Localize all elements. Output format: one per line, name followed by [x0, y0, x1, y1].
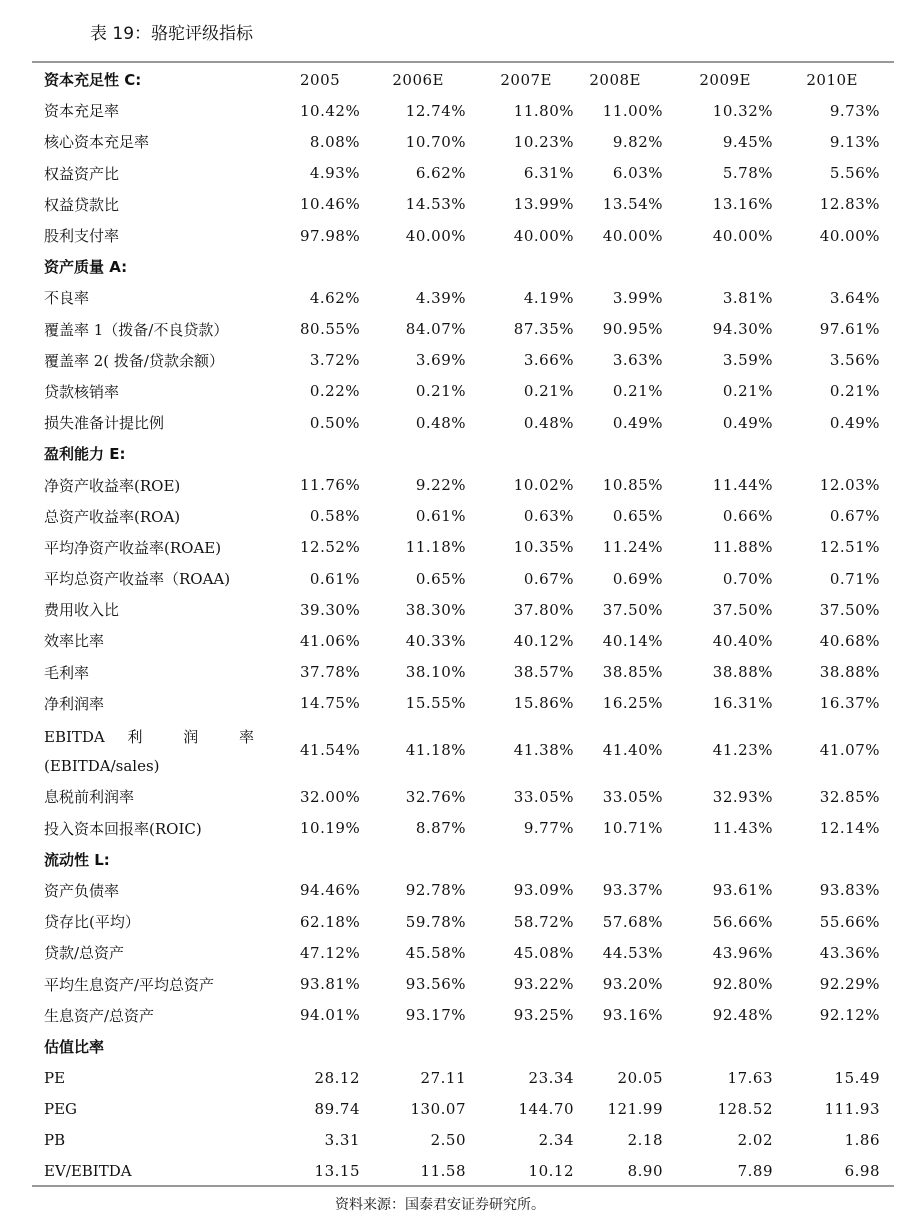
bottom-rule: [32, 1185, 894, 1187]
table-row: [44, 501, 880, 532]
value-cell: 92.80%: [712, 975, 773, 994]
table-row: [44, 781, 880, 812]
value-cell: 97.61%: [819, 320, 880, 339]
value-cell: 4.93%: [309, 164, 360, 183]
value-cell: 15.55%: [405, 694, 466, 713]
value-cell: 41.06%: [300, 631, 361, 650]
empty-cell: [300, 438, 360, 469]
value-cell: 0.49%: [829, 413, 880, 432]
table-row: [44, 657, 880, 688]
value-cell: 94.30%: [712, 320, 773, 339]
value-cell: 10.19%: [300, 819, 361, 838]
value-cell: 9.45%: [722, 132, 773, 151]
value-cell: 43.36%: [819, 943, 880, 962]
table-row: [44, 469, 880, 500]
value-cell: 6.98: [844, 1162, 880, 1181]
section-row: [44, 1031, 880, 1062]
empty-cell: [466, 438, 574, 469]
empty-cell: [663, 1031, 773, 1062]
table-row: [44, 126, 880, 157]
value-cell: 10.46%: [300, 195, 361, 214]
value-cell: 10.12: [528, 1162, 574, 1181]
value-cell: 58.72%: [513, 912, 574, 931]
value-cell: 37.80%: [513, 600, 574, 619]
row-label: PE: [44, 1068, 66, 1087]
table-row: [44, 563, 880, 594]
value-cell: 9.73%: [829, 101, 880, 120]
value-cell: 10.32%: [712, 101, 773, 120]
value-cell: 9.77%: [523, 819, 574, 838]
value-cell: 41.18%: [405, 741, 466, 760]
value-cell: 39.30%: [300, 600, 361, 619]
row-label: 毛利率: [44, 663, 90, 682]
value-cell: 6.62%: [415, 164, 466, 183]
value-cell: 10.35%: [513, 538, 574, 557]
value-cell: 57.68%: [602, 912, 663, 931]
value-cell: 12.51%: [819, 538, 880, 557]
value-cell: 38.85%: [602, 663, 663, 682]
value-cell: 62.18%: [300, 912, 361, 931]
value-cell: 41.40%: [602, 741, 663, 760]
year-header: 2009E: [699, 70, 751, 89]
year-header: 2006E: [392, 70, 444, 89]
value-cell: 0.67%: [523, 569, 574, 588]
row-label: PEG: [44, 1099, 78, 1118]
value-cell: 93.17%: [405, 1006, 466, 1025]
value-cell: 0.65%: [415, 569, 466, 588]
row-label: 不良率: [44, 289, 90, 308]
year-header: 2008E: [589, 70, 641, 89]
value-cell: 0.21%: [612, 382, 663, 401]
value-cell: 12.03%: [819, 476, 880, 495]
row-label: EV/EBITDA: [44, 1162, 132, 1181]
section-title: 估值比率: [44, 1037, 105, 1056]
value-cell: 32.00%: [300, 787, 361, 806]
table-row: [44, 937, 880, 968]
value-cell: 0.49%: [612, 413, 663, 432]
value-cell: 93.25%: [513, 1006, 574, 1025]
table-row: [44, 719, 880, 781]
value-cell: 7.89: [737, 1162, 773, 1181]
value-cell: 41.38%: [513, 741, 574, 760]
value-cell: 93.61%: [712, 881, 773, 900]
value-cell: 41.23%: [712, 741, 773, 760]
section-row: [44, 251, 880, 282]
value-cell: 2.18: [627, 1130, 663, 1149]
value-cell: 130.07: [410, 1099, 466, 1118]
value-cell: 9.82%: [612, 132, 663, 151]
empty-cell: [300, 1031, 360, 1062]
value-cell: 3.69%: [415, 351, 466, 370]
table-row: [44, 1062, 880, 1093]
empty-cell: [360, 438, 466, 469]
table-row: [44, 189, 880, 220]
row-label: 贷存比(平均）: [44, 913, 140, 932]
row-label: 资本充足率: [44, 102, 120, 121]
value-cell: 84.07%: [405, 320, 466, 339]
year-header: 2010E: [806, 70, 858, 89]
value-cell: 3.56%: [829, 351, 880, 370]
value-cell: 27.11: [420, 1068, 466, 1087]
table-row: [44, 1156, 880, 1187]
section-title: 资产质量 A:: [44, 258, 128, 277]
section-title: 资本充足性 C:: [44, 71, 142, 90]
value-cell: 40.12%: [513, 631, 574, 650]
value-cell: 33.05%: [602, 787, 663, 806]
empty-cell: [360, 251, 466, 282]
value-cell: 17.63: [727, 1068, 773, 1087]
value-cell: 0.48%: [415, 413, 466, 432]
header-row: [44, 64, 880, 95]
empty-cell: [663, 251, 773, 282]
section-title: 流动性 L:: [44, 850, 110, 869]
source-note: 资料来源：国泰君安证券研究所。: [335, 1197, 545, 1213]
value-cell: 11.44%: [712, 476, 773, 495]
empty-cell: [466, 844, 574, 875]
empty-cell: [773, 844, 880, 875]
value-cell: 0.48%: [523, 413, 574, 432]
value-cell: 0.21%: [829, 382, 880, 401]
empty-cell: [574, 1031, 663, 1062]
value-cell: 37.50%: [819, 600, 880, 619]
section-row: [44, 844, 880, 875]
value-cell: 40.00%: [405, 226, 466, 245]
value-cell: 47.12%: [300, 943, 361, 962]
table-row: [44, 906, 880, 937]
table-row: [44, 407, 880, 438]
value-cell: 3.72%: [309, 351, 360, 370]
value-cell: 93.81%: [300, 975, 361, 994]
empty-cell: [773, 251, 880, 282]
value-cell: 11.88%: [712, 538, 773, 557]
value-cell: 97.98%: [300, 226, 361, 245]
table-row: [44, 220, 880, 251]
table-row: [44, 376, 880, 407]
value-cell: 38.30%: [405, 600, 466, 619]
row-label: 覆盖率 1（拨备/不良贷款）: [44, 320, 229, 339]
value-cell: 90.95%: [602, 320, 663, 339]
value-cell: 93.37%: [602, 881, 663, 900]
row-label: 费用收入比: [44, 601, 120, 620]
table-row: [44, 1124, 880, 1155]
value-cell: 28.12: [314, 1068, 360, 1087]
value-cell: 40.40%: [712, 631, 773, 650]
empty-cell: [773, 1031, 880, 1062]
value-cell: 40.00%: [602, 226, 663, 245]
value-cell: 40.33%: [405, 631, 466, 650]
value-cell: 43.96%: [712, 943, 773, 962]
row-label: PB: [44, 1130, 66, 1149]
value-cell: 144.70: [518, 1099, 574, 1118]
table-row: [44, 625, 880, 656]
value-cell: 94.46%: [300, 881, 361, 900]
value-cell: 80.55%: [300, 320, 361, 339]
table-row: [44, 875, 880, 906]
value-cell: 23.34: [528, 1068, 574, 1087]
value-cell: 9.22%: [415, 476, 466, 495]
value-cell: 38.88%: [712, 663, 773, 682]
value-cell: 3.59%: [722, 351, 773, 370]
value-cell: 37.50%: [712, 600, 773, 619]
row-label: 生息资产/总资产: [44, 1006, 155, 1025]
row-label: 权益资产比: [44, 164, 120, 183]
value-cell: 89.74: [314, 1099, 360, 1118]
empty-cell: [300, 251, 360, 282]
value-cell: 93.20%: [602, 975, 663, 994]
value-cell: 12.74%: [405, 101, 466, 120]
value-cell: 32.76%: [405, 787, 466, 806]
value-cell: 40.14%: [602, 631, 663, 650]
value-cell: 92.29%: [819, 975, 880, 994]
value-cell: 92.12%: [819, 1006, 880, 1025]
row-label: 息税前利润率: [44, 788, 135, 807]
value-cell: 111.93: [824, 1099, 880, 1118]
table-row: [44, 345, 880, 376]
value-cell: 16.25%: [602, 694, 663, 713]
value-cell: 41.07%: [819, 741, 880, 760]
value-cell: 37.78%: [300, 663, 361, 682]
value-cell: 9.13%: [829, 132, 880, 151]
value-cell: 40.00%: [712, 226, 773, 245]
value-cell: 59.78%: [405, 912, 466, 931]
value-cell: 15.86%: [513, 694, 574, 713]
value-cell: 32.93%: [712, 787, 773, 806]
table-row: [44, 594, 880, 625]
year-header: 2005: [300, 70, 341, 89]
value-cell: 8.08%: [309, 132, 360, 151]
value-cell: 0.69%: [612, 569, 663, 588]
value-cell: 10.23%: [513, 132, 574, 151]
value-cell: 0.61%: [415, 507, 466, 526]
empty-cell: [663, 438, 773, 469]
value-cell: 3.31: [324, 1130, 360, 1149]
value-cell: 93.22%: [513, 975, 574, 994]
value-cell: 93.09%: [513, 881, 574, 900]
empty-cell: [574, 844, 663, 875]
table-row: [44, 968, 880, 999]
empty-cell: [466, 251, 574, 282]
value-cell: 20.05: [617, 1068, 663, 1087]
value-cell: 13.15: [314, 1162, 360, 1181]
value-cell: 11.76%: [300, 476, 361, 495]
top-rule: [32, 61, 894, 63]
value-cell: 12.83%: [819, 195, 880, 214]
empty-cell: [360, 1031, 466, 1062]
value-cell: 0.21%: [722, 382, 773, 401]
value-cell: 1.86: [844, 1130, 880, 1149]
empty-cell: [360, 844, 466, 875]
value-cell: 55.66%: [819, 912, 880, 931]
value-cell: 13.16%: [712, 195, 773, 214]
value-cell: 0.71%: [829, 569, 880, 588]
value-cell: 3.64%: [829, 288, 880, 307]
value-cell: 5.78%: [722, 164, 773, 183]
value-cell: 10.42%: [300, 101, 361, 120]
empty-cell: [300, 844, 360, 875]
row-label: 平均净资产收益率(ROAE): [44, 538, 222, 557]
value-cell: 121.99: [607, 1099, 663, 1118]
value-cell: 38.10%: [405, 663, 466, 682]
value-cell: 56.66%: [712, 912, 773, 931]
table-row: [44, 532, 880, 563]
value-cell: 93.83%: [819, 881, 880, 900]
row-label: 投入资本回报率(ROIC): [44, 819, 202, 838]
value-cell: 93.56%: [405, 975, 466, 994]
empty-cell: [574, 251, 663, 282]
value-cell: 94.01%: [300, 1006, 361, 1025]
empty-cell: [466, 1031, 574, 1062]
value-cell: 33.05%: [513, 787, 574, 806]
row-label: 平均生息资产/平均总资产: [44, 975, 215, 994]
value-cell: 15.49: [834, 1068, 880, 1087]
value-cell: 128.52: [717, 1099, 773, 1118]
value-cell: 16.31%: [712, 694, 773, 713]
table-row: [44, 314, 880, 345]
value-cell: 14.75%: [300, 694, 361, 713]
table-row: [44, 813, 880, 844]
row-label: 权益贷款比: [44, 195, 120, 214]
row-label: 效率比率: [44, 632, 105, 651]
value-cell: 2.50: [430, 1130, 466, 1149]
row-label: 净资产收益率(ROE): [44, 476, 181, 495]
value-cell: 92.48%: [712, 1006, 773, 1025]
table-row: [44, 95, 880, 126]
value-cell: 0.22%: [309, 382, 360, 401]
value-cell: 38.57%: [513, 663, 574, 682]
value-cell: 11.00%: [602, 101, 663, 120]
value-cell: 12.14%: [819, 819, 880, 838]
value-cell: 38.88%: [819, 663, 880, 682]
value-cell: 11.18%: [405, 538, 466, 557]
value-cell: 6.03%: [612, 164, 663, 183]
value-cell: 41.54%: [300, 741, 361, 760]
value-cell: 11.43%: [712, 819, 773, 838]
value-cell: 8.90: [627, 1162, 663, 1181]
camel-rating-table: [44, 64, 880, 1187]
value-cell: 40.68%: [819, 631, 880, 650]
value-cell: 0.50%: [309, 413, 360, 432]
value-cell: 93.16%: [602, 1006, 663, 1025]
table-row: [44, 158, 880, 189]
value-cell: 0.21%: [415, 382, 466, 401]
table-row: [44, 1000, 880, 1031]
value-cell: 87.35%: [513, 320, 574, 339]
value-cell: 40.00%: [513, 226, 574, 245]
value-cell: 10.71%: [602, 819, 663, 838]
value-cell: 45.08%: [513, 943, 574, 962]
value-cell: 3.63%: [612, 351, 663, 370]
value-cell: 3.81%: [722, 288, 773, 307]
value-cell: 44.53%: [602, 943, 663, 962]
value-cell: 12.52%: [300, 538, 361, 557]
value-cell: 11.58: [420, 1162, 466, 1181]
value-cell: 0.58%: [309, 507, 360, 526]
empty-cell: [773, 438, 880, 469]
row-label: 贷款/总资产: [44, 944, 125, 963]
row-label: 平均总资产收益率（ROAA): [44, 570, 231, 589]
value-cell: 0.66%: [722, 507, 773, 526]
value-cell: 4.39%: [415, 288, 466, 307]
row-label-line1: EBITDA 利 润 率: [44, 727, 254, 746]
value-cell: 2.34: [538, 1130, 574, 1149]
value-cell: 10.70%: [405, 132, 466, 151]
value-cell: 0.21%: [523, 382, 574, 401]
value-cell: 32.85%: [819, 787, 880, 806]
value-cell: 40.00%: [819, 226, 880, 245]
value-cell: 37.50%: [602, 600, 663, 619]
table-row: [44, 688, 880, 719]
value-cell: 4.19%: [523, 288, 574, 307]
row-label-line2: (EBITDA/sales): [44, 756, 160, 775]
section-title: 盈利能力 E:: [44, 445, 126, 464]
value-cell: 2.02: [737, 1130, 773, 1149]
value-cell: 92.78%: [405, 881, 466, 900]
row-label: 覆盖率 2( 拨备/贷款余额）: [44, 351, 224, 370]
value-cell: 13.99%: [513, 195, 574, 214]
value-cell: 11.80%: [513, 101, 574, 120]
value-cell: 8.87%: [415, 819, 466, 838]
value-cell: 0.70%: [722, 569, 773, 588]
value-cell: 0.61%: [309, 569, 360, 588]
empty-cell: [663, 844, 773, 875]
value-cell: 11.24%: [602, 538, 663, 557]
value-cell: 16.37%: [819, 694, 880, 713]
table-row: [44, 282, 880, 313]
value-cell: 5.56%: [829, 164, 880, 183]
row-label: 股利支付率: [44, 227, 120, 246]
row-label: 损失准备计提比例: [44, 414, 165, 433]
value-cell: 3.99%: [612, 288, 663, 307]
value-cell: 0.49%: [722, 413, 773, 432]
row-label: 净利润率: [44, 694, 105, 713]
year-header: 2007E: [500, 70, 552, 89]
value-cell: 14.53%: [405, 195, 466, 214]
row-label: 核心资本充足率: [44, 133, 150, 152]
table-title: 表 19：骆驼评级指标: [90, 24, 254, 44]
value-cell: 10.02%: [513, 476, 574, 495]
value-cell: 4.62%: [309, 288, 360, 307]
section-row: [44, 438, 880, 469]
value-cell: 3.66%: [523, 351, 574, 370]
value-cell: 0.67%: [829, 507, 880, 526]
value-cell: 0.63%: [523, 507, 574, 526]
table-row: [44, 1093, 880, 1124]
value-cell: 10.85%: [602, 476, 663, 495]
row-label: 资产负债率: [44, 881, 120, 900]
row-label: [44, 719, 300, 781]
value-cell: 13.54%: [602, 195, 663, 214]
row-label: 总资产收益率(ROA): [44, 507, 181, 526]
empty-cell: [574, 438, 663, 469]
value-cell: 45.58%: [405, 943, 466, 962]
row-label: 贷款核销率: [44, 382, 120, 401]
value-cell: 6.31%: [523, 164, 574, 183]
value-cell: 0.65%: [612, 507, 663, 526]
